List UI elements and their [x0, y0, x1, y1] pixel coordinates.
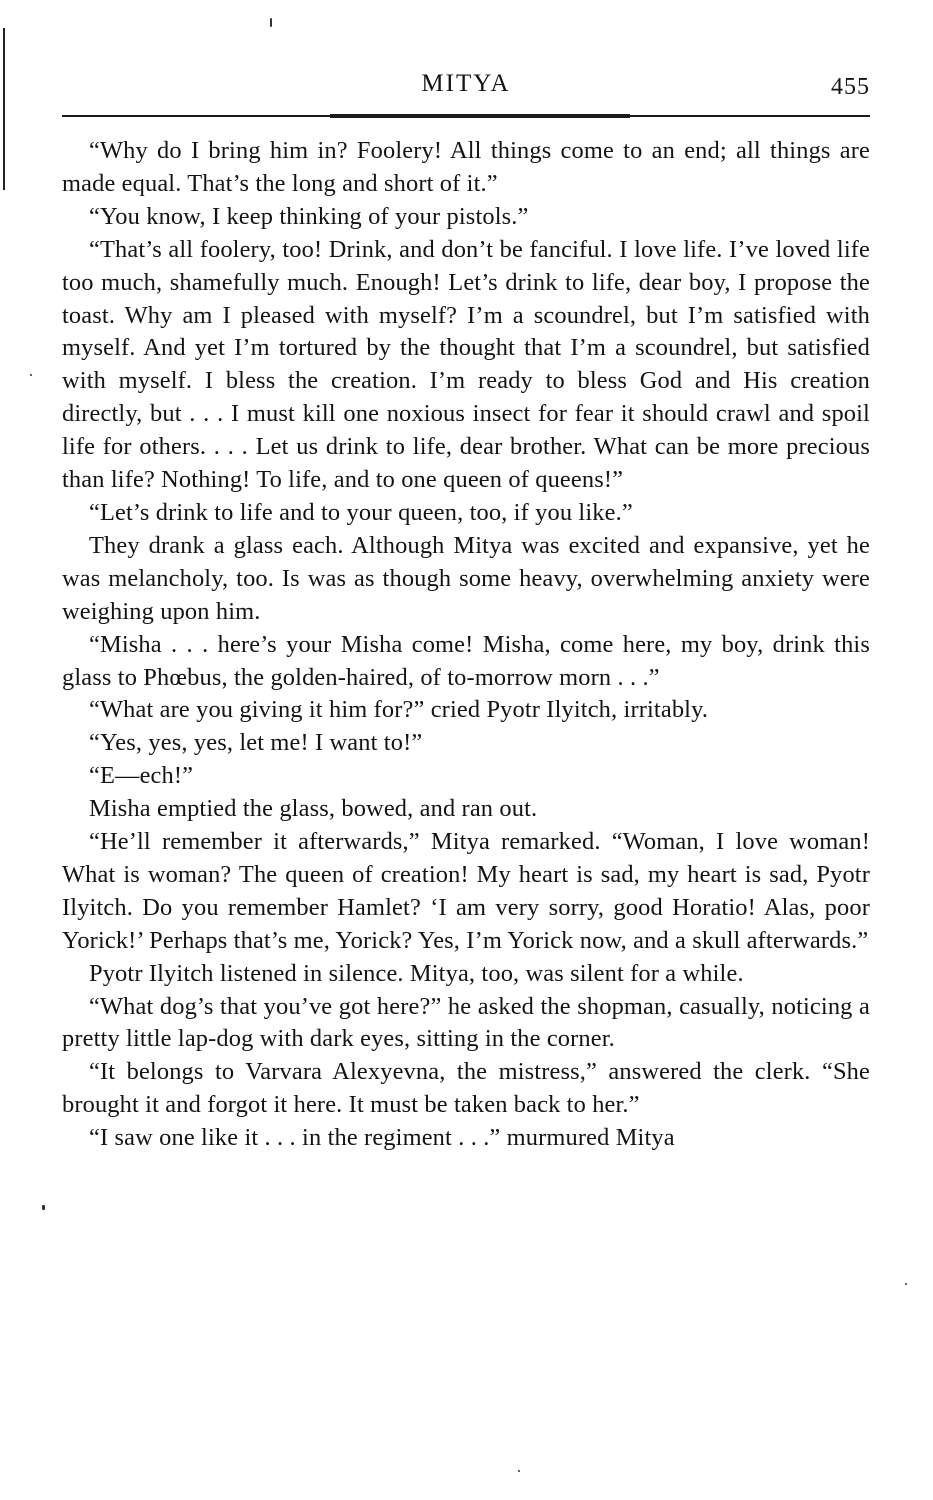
paragraph: “What are you giving it him for?” cried Pyotr Ilyitch, irritably. — [89, 696, 709, 724]
scan-speck — [30, 374, 32, 376]
scan-edge-mark — [3, 28, 5, 190]
paragraph: “That’s all foolery, too! Drink, and don’t be fanciful. I love life. I’ve loved life too much, shamefully much. Enough! Let’s drink to life, dear boy, I propose the toast. Why am I pleased with myself? I’m a scoundrel, but I’m satisfied with myself. And yet I’m tortured by the thought that I’m a scoundrel, but satisfied with myself. I bless the creation. I’m ready to bless God and His creation directly, but . . . I must kill one noxious insect for fear it should crawl and spoil life for others. . . . Let us drink to life, dear brother. What can be more precious than life? Nothing! To life, and to one queen of queens!” — [62, 235, 870, 494]
paragraph: “E—ech!” — [89, 762, 194, 790]
paragraph: “I saw one like it . . . in the regiment . . .” murmured Mitya — [89, 1124, 675, 1152]
paragraph: They drank a glass each. Although Mitya was excited and expansive, yet he was melancholy, too. Is was as though some heavy, overwhelming anxiety were weighing upon him. — [62, 531, 870, 625]
running-head: MITYA — [421, 70, 511, 97]
scan-speck — [270, 18, 272, 27]
paragraph: Misha emptied the glass, bowed, and ran out. — [89, 795, 538, 823]
paragraph: “Why do I bring him in? Foolery! All things come to an end; all things are made equal. That’s the long and short of it.” — [62, 137, 870, 197]
scan-speck — [518, 1470, 520, 1472]
paragraph: “Let’s drink to life and to your queen, too, if you like.” — [89, 498, 633, 526]
paragraph: “What dog’s that you’ve got here?” he asked the shopman, casually, noticing a pretty little lap-dog with dark eyes, sitting in the corner. — [62, 992, 870, 1053]
page-header — [62, 66, 870, 110]
body-text — [62, 135, 870, 1155]
scan-speck — [42, 1205, 45, 1210]
paragraph: “Misha . . . here’s your Misha come! Misha, come here, my boy, drink this glass to Phœbus, the golden-haired, of to-morrow morn . . .” — [62, 630, 870, 691]
page-number: 455 — [831, 74, 870, 100]
header-rule-thick — [330, 114, 630, 118]
paragraph: Pyotr Ilyitch listened in silence. Mitya, too, was silent for a while. — [89, 959, 744, 987]
paragraph: “You know, I keep thinking of your pistols.” — [89, 202, 529, 230]
scan-speck — [905, 1283, 907, 1285]
paragraph: “Yes, yes, yes, let me! I want to!” — [89, 729, 423, 757]
paragraph: “It belongs to Varvara Alexyevna, the mistress,” answered the clerk. “She brought it and forgot it here. It must be taken back to her.” — [62, 1058, 870, 1119]
paragraph: “He’ll remember it afterwards,” Mitya remarked. “Woman, I love woman! What is woman? The queen of creation! My heart is sad, my heart is sad, Pyotr Ilyitch. Do you remember Hamlet? ‘I am very sorry, good Horatio! Alas, poor Yorick!’ Perhaps that’s me, Yorick? Yes, I’m Yorick now, and a skull afterwards.” — [62, 828, 870, 954]
